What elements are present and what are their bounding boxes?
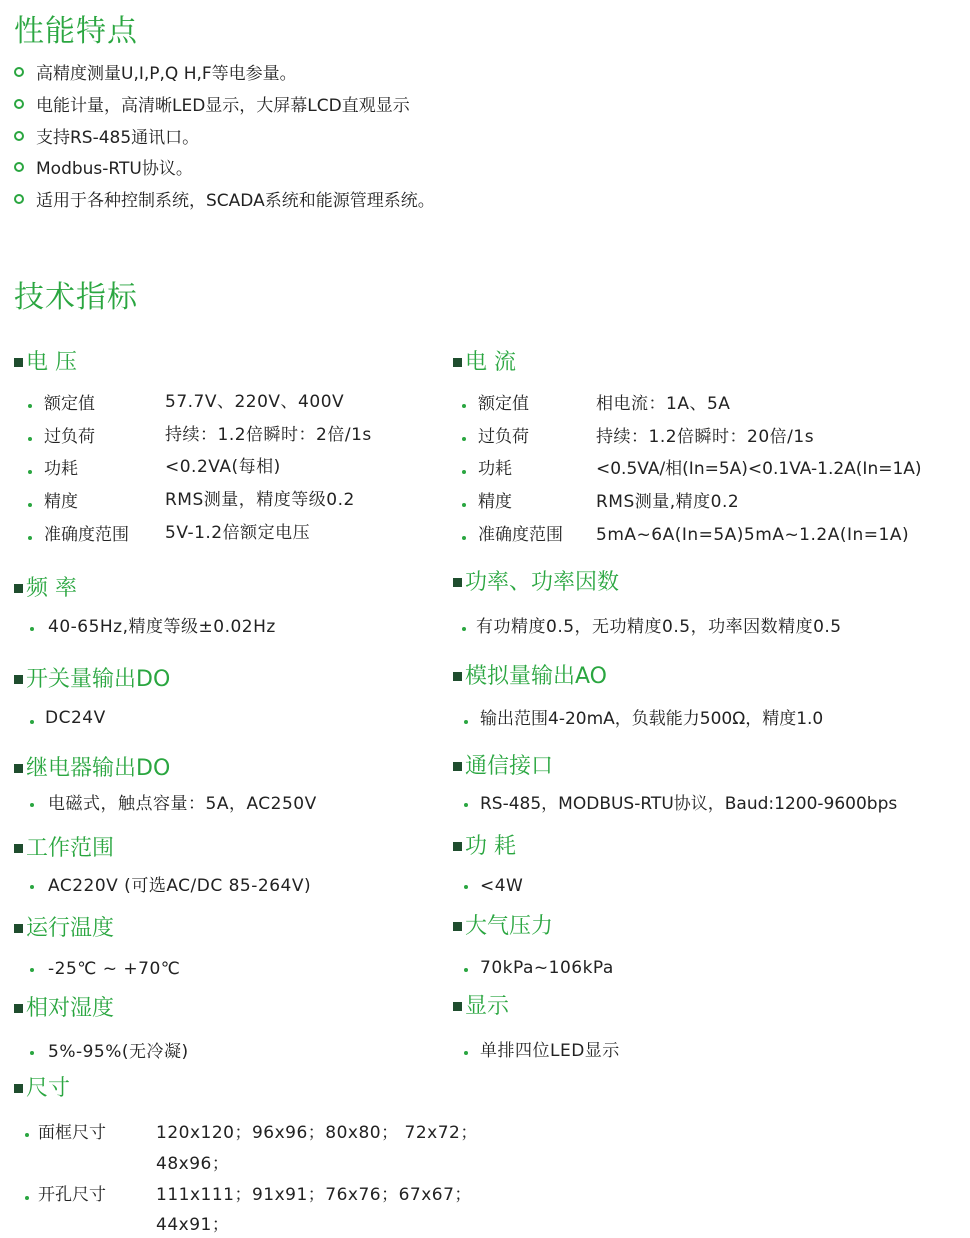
current-value: 相电流：1A、5A [596,394,731,414]
temperature-value: -25℃ ~ +70℃ [48,959,181,979]
current-label: 精度 [478,492,512,512]
frequency-value: 40-65Hz,精度等级±0.02Hz [48,617,276,637]
do-output-value: DC24V [45,708,106,728]
dot-icon [25,1196,29,1200]
voltage-value: <0.2VA(每相) [165,457,281,477]
voltage-value: RMS测量，精度等级0.2 [165,490,355,510]
square-bullet-icon [453,358,462,367]
feature-item: 电能计量，高清晰LED显示，大屏幕LCD直观显示 [14,96,410,116]
dot-icon [464,803,468,807]
dot-icon [464,885,468,889]
section-work-range-title: 工作范围 [14,836,114,862]
dot-icon [30,720,34,724]
feature-item: 高精度测量U,I,P,Q H,F等电参量。 [14,64,297,84]
current-label: 准确度范围 [478,525,563,545]
bullet-ring-icon [14,99,24,109]
size-frame-label: 面框尺寸 [38,1123,106,1143]
dot-icon [462,404,466,408]
current-label: 功耗 [478,459,512,479]
dot-icon [30,885,34,889]
bullet-ring-icon [14,131,24,141]
dot-icon [25,1133,29,1137]
dot-icon [28,536,32,540]
dot-icon [30,1051,34,1055]
square-bullet-icon [453,762,462,771]
square-bullet-icon [453,1002,462,1011]
dot-icon [28,503,32,507]
section-do-output-title: 开关量输出DO [14,667,170,693]
section-ao-output-title: 模拟量输出AO [453,664,607,690]
current-label: 过负荷 [478,427,529,447]
dot-icon [462,536,466,540]
section-size-title: 尺寸 [14,1076,70,1102]
specs-title: 技术指标 [14,280,138,315]
current-value: RMS测量,精度0.2 [596,492,740,512]
dot-icon [30,968,34,972]
square-bullet-icon [14,844,23,853]
dot-icon [462,470,466,474]
dot-icon [30,627,34,631]
humidity-value: 5%-95%(无冷凝) [48,1042,189,1062]
size-frame-line2: 48x96； [156,1154,230,1174]
ao-output-value: 输出范围4-20mA，负载能力500Ω，精度1.0 [480,709,824,729]
comm-value: RS-485，MODBUS-RTU协议，Baud:1200-9600bps [480,794,898,814]
consumption-value: <4W [480,876,524,896]
section-power-title: 功率、功率因数 [453,570,619,596]
section-humidity-title: 相对湿度 [14,996,114,1022]
dot-icon [28,437,32,441]
bullet-ring-icon [14,162,24,172]
square-bullet-icon [14,358,23,367]
square-bullet-icon [14,1004,23,1013]
voltage-label: 额定值 [44,394,95,414]
dot-icon [464,1051,468,1055]
section-voltage-title: 电 压 [14,350,77,376]
square-bullet-icon [14,924,23,933]
pressure-value: 70kPa~106kPa [480,958,614,978]
section-pressure-title: 大气压力 [453,914,553,940]
feature-item: 支持RS-485通讯口。 [14,128,199,148]
square-bullet-icon [14,764,23,773]
size-hole-line2: 44x91； [156,1215,230,1235]
feature-item: Modbus-RTU协议。 [14,159,193,179]
size-hole-line1: 111x111；91x91；76x76；67x67； [156,1185,472,1205]
dot-icon [464,720,468,724]
section-display-title: 显示 [453,994,509,1020]
voltage-value: 持续：1.2倍瞬时：2倍/1s [165,425,372,445]
square-bullet-icon [453,842,462,851]
dot-icon [28,404,32,408]
dot-icon [462,437,466,441]
square-bullet-icon [14,584,23,593]
section-comm-title: 通信接口 [453,754,553,780]
current-value: 5mA~6A(In=5A)5mA~1.2A(In=1A) [596,525,910,545]
dot-icon [30,803,34,807]
section-relay-title: 继电器输出DO [14,756,170,782]
dot-icon [462,627,466,631]
square-bullet-icon [453,672,462,681]
voltage-label: 过负荷 [44,427,95,447]
square-bullet-icon [453,922,462,931]
relay-value: 电磁式，触点容量：5A，AC250V [48,794,317,814]
square-bullet-icon [14,1084,23,1093]
dot-icon [28,470,32,474]
size-frame-line1: 120x120；96x96；80x80； 72x72； [156,1123,478,1143]
power-value: 有功精度0.5，无功精度0.5，功率因数精度0.5 [476,617,842,637]
feature-item: 适用于各种控制系统，SCADA系统和能源管理系统。 [14,191,435,211]
voltage-label: 功耗 [44,459,78,479]
voltage-value: 57.7V、220V、400V [165,392,345,412]
display-value: 单排四位LED显示 [480,1041,620,1061]
current-value: <0.5VA/相(In=5A)<0.1VA-1.2A(In=1A) [596,459,922,479]
section-current-title: 电 流 [453,350,516,376]
section-frequency-title: 频 率 [14,576,77,602]
features-title: 性能特点 [14,14,138,49]
section-consumption-title: 功 耗 [453,834,516,860]
voltage-value: 5V-1.2倍额定电压 [165,523,311,543]
bullet-ring-icon [14,67,24,77]
current-label: 额定值 [478,394,529,414]
current-value: 持续：1.2倍瞬时：20倍/1s [596,427,815,447]
work-range-value: AC220V (可选AC/DC 85-264V) [48,876,312,896]
voltage-label: 准确度范围 [44,525,129,545]
bullet-ring-icon [14,194,24,204]
voltage-label: 精度 [44,492,78,512]
square-bullet-icon [14,675,23,684]
dot-icon [462,503,466,507]
size-hole-label: 开孔尺寸 [38,1185,106,1205]
square-bullet-icon [453,578,462,587]
section-temperature-title: 运行温度 [14,916,114,942]
dot-icon [464,968,468,972]
